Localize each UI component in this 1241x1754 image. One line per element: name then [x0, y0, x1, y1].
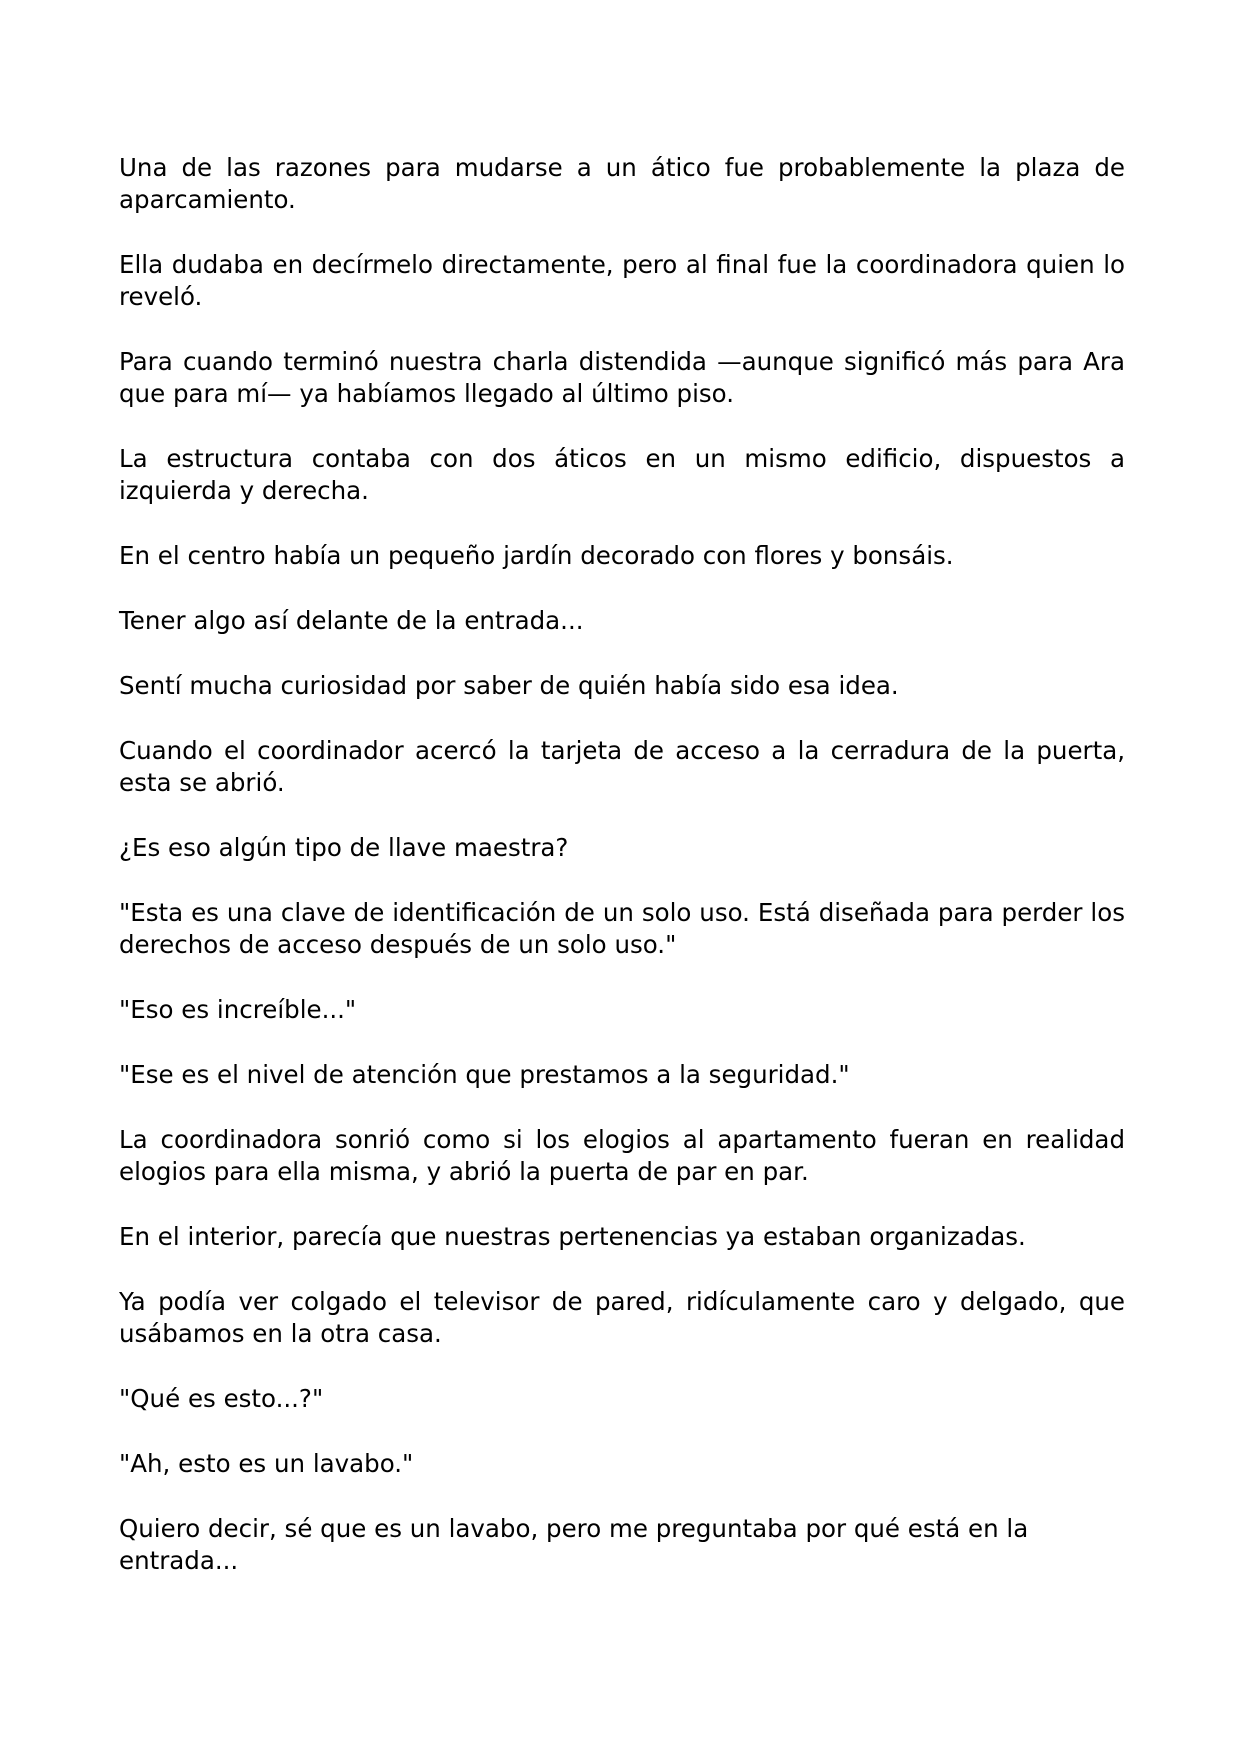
paragraph: Sentí mucha curiosidad por saber de quién había sido esa idea. — [119, 671, 899, 700]
paragraph: Quiero decir, sé que es un lavabo, pero me preguntaba por qué está en la entrada... — [119, 1514, 1029, 1575]
paragraph: "Ah, esto es un lavabo." — [119, 1449, 414, 1478]
paragraph: Para cuando terminó nuestra charla distendida —aunque significó más para Ara que para mí— ya habíamos llegado al último piso. — [119, 347, 1125, 408]
paragraph: Ella dudaba en decírmelo directamente, pero al final fue la coordinadora quien lo reveló. — [119, 250, 1125, 311]
paragraph: "Eso es increíble..." — [119, 995, 357, 1024]
paragraph: La estructura contaba con dos áticos en un mismo edificio, dispuestos a izquierda y derecha. — [119, 444, 1125, 505]
document-body — [119, 152, 1125, 1610]
paragraph: En el interior, parecía que nuestras pertenencias ya estaban organizadas. — [119, 1222, 1026, 1251]
paragraph: Tener algo así delante de la entrada... — [119, 606, 584, 635]
paragraph: ¿Es eso algún tipo de llave maestra? — [119, 833, 569, 862]
paragraph: En el centro había un pequeño jardín decorado con flores y bonsáis. — [119, 541, 954, 570]
paragraph: "Ese es el nivel de atención que prestamos a la seguridad." — [119, 1060, 850, 1089]
paragraph: "Esta es una clave de identificación de un solo uso. Está diseñada para perder los derechos de acceso después de un solo uso." — [119, 898, 1125, 959]
paragraph: Cuando el coordinador acercó la tarjeta de acceso a la cerradura de la puerta, esta se abrió. — [119, 736, 1125, 797]
paragraph: "Qué es esto...?" — [119, 1384, 324, 1413]
paragraph: Ya podía ver colgado el televisor de pared, ridículamente caro y delgado, que usábamos en la otra casa. — [119, 1287, 1125, 1348]
paragraph: Una de las razones para mudarse a un ático fue probablemente la plaza de aparcamiento. — [119, 153, 1125, 214]
paragraph: La coordinadora sonrió como si los elogios al apartamento fueran en realidad elogios para ella misma, y abrió la puerta de par en par. — [119, 1125, 1125, 1186]
